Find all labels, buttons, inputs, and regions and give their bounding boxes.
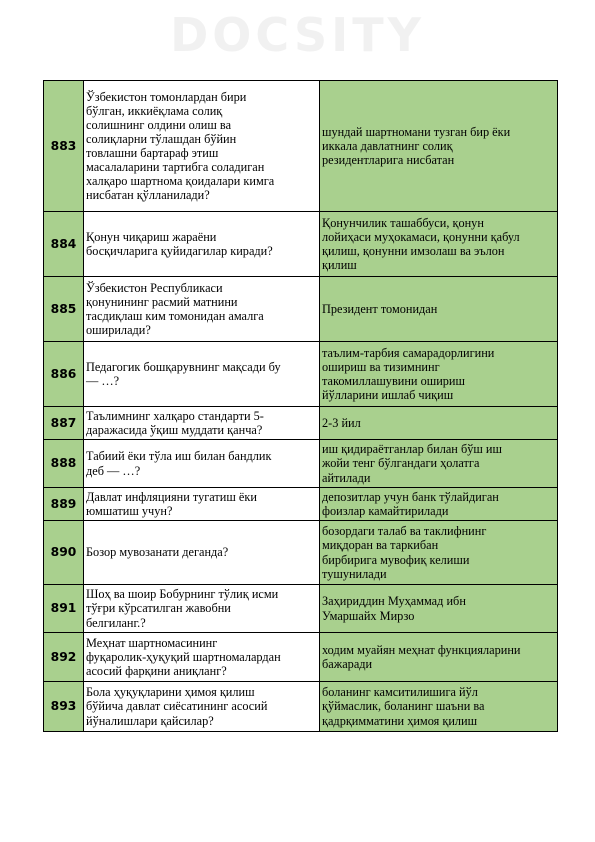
table-row: [44, 440, 558, 488]
table-row: [44, 212, 558, 277]
question-cell: Ўзбекистон томонлардан бири бўлган, иккиёқлама солиқ солишнинг олдини олиш ва солиқларни тўлашдан бўйин товлашни бартараф этиш масалаларини тартибга соладиган халқаро шартнома қоидалари кимга нисбатан қўлланилади?: [84, 81, 320, 212]
table-row: [44, 277, 558, 342]
watermark-logo: DOCSITY: [170, 8, 425, 62]
qa-table: [43, 80, 558, 732]
question-cell: Таълимнинг халқаро стандарти 5- даражасида ўқиш муддати қанча?: [84, 407, 320, 440]
question-cell: Бола ҳуқуқларини ҳимоя қилиш бўйича давлат сиёсатининг асосий йўналишлари қайсилар?: [84, 682, 320, 732]
answer-cell: депозитлар учун банк тўлайдиган фоизлар камайтирилади: [320, 488, 558, 521]
question-cell: Табиий ёки тўла иш билан бандлик деб — …?: [84, 440, 320, 488]
answer-cell: ходим муайян меҳнат функцияларини бажаради: [320, 633, 558, 682]
row-number: 883: [44, 81, 84, 212]
answer-cell: боланинг камситилишига йўл қўймаслик, боланинг шаъни ва қадрқимматини ҳимоя қилиш: [320, 682, 558, 732]
answer-cell: шундай шартномани тузган бир ёки иккала давлатнинг солиқ резидентларига нисбатан: [320, 81, 558, 212]
question-cell: Меҳнат шартномасининг фуқаролик-ҳуқуқий шартномалардан асосий фарқини аниқланг?: [84, 633, 320, 682]
table-row: [44, 407, 558, 440]
row-number: 891: [44, 585, 84, 633]
row-number: 888: [44, 440, 84, 488]
answer-cell: бозордаги талаб ва таклифнинг миқдоран ва таркибан бирбирига мувофиқ келиши тушунилади: [320, 521, 558, 585]
table-row: [44, 585, 558, 633]
answer-cell: Қонунчилик ташаббуси, қонун лойиҳаси муҳокамаси, қонунни қабул қилиш, қонунни имзолаш ва эълон қилиш: [320, 212, 558, 277]
row-number: 884: [44, 212, 84, 277]
table-row: [44, 342, 558, 407]
answer-cell: Президент томонидан: [320, 277, 558, 342]
question-cell: Шоҳ ва шоир Бобурнинг тўлиқ исми тўғри кўрсатилган жавобни белгиланг.?: [84, 585, 320, 633]
answer-cell: иш қидираётганлар билан бўш иш жойи тенг бўлгандаги ҳолатга айтилади: [320, 440, 558, 488]
row-number: 890: [44, 521, 84, 585]
answer-cell: таълим-тарбия самарадорлигини ошириш ва тизимнинг такомиллашувини ошириш йўлларини ишлаб чиқиш: [320, 342, 558, 407]
table-row: [44, 81, 558, 212]
row-number: 892: [44, 633, 84, 682]
table-row: [44, 488, 558, 521]
question-cell: Педагогик бошқарувнинг мақсади бу — …?: [84, 342, 320, 407]
row-number: 889: [44, 488, 84, 521]
question-cell: Қонун чиқариш жараёни босқичларига қуйидагилар киради?: [84, 212, 320, 277]
question-cell: Давлат инфляцияни тугатиш ёки юмшатиш учун?: [84, 488, 320, 521]
row-number: 885: [44, 277, 84, 342]
table-row: [44, 682, 558, 732]
answer-cell: 2-3 йил: [320, 407, 558, 440]
answer-cell: Заҳириддин Муҳаммад ибн Умаршайх Мирзо: [320, 585, 558, 633]
row-number: 887: [44, 407, 84, 440]
table-row: [44, 521, 558, 585]
row-number: 886: [44, 342, 84, 407]
table-row: [44, 633, 558, 682]
question-cell: Бозор мувозанати деганда?: [84, 521, 320, 585]
row-number: 893: [44, 682, 84, 732]
question-cell: Ўзбекистон Республикаси қонунининг расмий матнини тасдиқлаш ким томонидан амалга оширилади?: [84, 277, 320, 342]
